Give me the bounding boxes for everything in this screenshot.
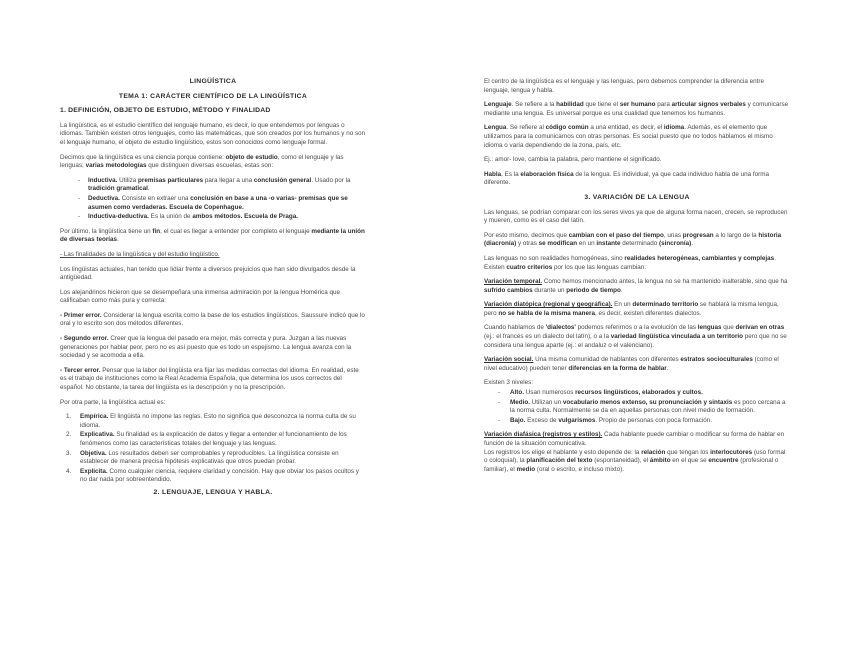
list-item: - Alto. Usan numerosos recursos lingüísticos, elaborados y cultos. (484, 389, 790, 398)
features-list (60, 413, 366, 485)
paragraph-habla: Habla. Es la elaboración física de la lengua. Es individual, ya que cada individuo habla de una forma diferente. (484, 170, 769, 187)
list-item: 1. Empírica. El lingüista no impone las reglas. Esto no significa que desconozca la norma culta de su idioma. (66, 413, 356, 429)
list-item: - Inductiva. Utiliza premisas particulares para llegar a una conclusión general. Usado por la tradición gramatical. (60, 177, 366, 194)
methods-list (60, 177, 366, 222)
list-item: - Medio. Utilizan un vocabulario menos extenso, su pronunciación y sintaxis es poco cercana a la norma culta. Normalmente se da en aquellas personas con nivel medio de formación. (484, 399, 790, 416)
niveles-list (484, 389, 790, 425)
topic-title: TEMA 1: CARÁCTER CIENTÍFICO DE LA LINGÜÍSTICA (118, 92, 308, 100)
niveles-intro: Existen 3 niveles: (484, 379, 534, 387)
paragraph-variacion-diafasica: Variación diafásica (registros y estilos). Cada hablante puede cambiar o modificar su forma de hablar en función de la situación comunicativa. (484, 431, 784, 447)
list-item: 4. Explícita. Como cualquier ciencia, requiere claridad y concisión. Hay que obviar los pasos ocultos y no dar nada por sobreentendido. (66, 467, 359, 484)
paragraph-cambian: Por esto mismo, decimos que cambian con el paso del tiempo, unas progresan a lo largo de la historia (diacronía) y otras se modifican en un instante determinado (sincronía). (484, 231, 782, 248)
paragraph-fin: Por último, la lingüística tiene un fin, el cual es llegar a entender por completo el lenguaje mediante la unión de diversas teorías. (60, 227, 365, 244)
paragraph-ejemplo: Ej.: amor- love, cambia la palabra, pero mantiene el significado. (484, 156, 662, 164)
paragraph-centro: El centro de la lingüística es el lenguaje y las lenguas, pero debemos comprender la diferencia entre lenguaje, lengua y habla. (484, 78, 765, 94)
paragraph-variacion-temporal: Variación temporal. Como hemos mencionado antes, la lengua no se ha mantenido inalterable, sino que ha sufrido cambios durante un periodo de tiempo. (484, 278, 788, 294)
paragraph-variacion-social: Variación social. Una misma comunidad de hablantes con diferentes estratos socioculturales (como el nivel educativo) pueden tener diferencias en la forma de hablar. (484, 356, 779, 372)
right-column (484, 78, 790, 480)
paragraph-actual: Por otra parte, la lingüística actual es: (60, 398, 166, 406)
document-title: LINGÜÍSTICA (189, 78, 237, 85)
list-item: 3. Objetiva. Los resultados deben ser comprobables y reproducibles. La lingüística consiste en establecer de manera precisa hipótesis explicativas que otros puedan probar. (66, 449, 339, 466)
list-item: - Deductiva. Consiste en extraer una conclusión en base a una -o varias- premisas que se asumen como verdaderas. Escuela de Copenhague. (60, 195, 366, 212)
paragraph-seres-vivos: Las lenguas, se podrían comparar con los seres vivos ya que de alguna forma nacen, crecen, se reproducen y mueren, como es el caso del latín. (484, 208, 788, 225)
left-column (60, 78, 366, 504)
list-item: 2. Explicativa. Su finalidad es la explicación de datos y llegar a entender el funcionamiento de los fenómenos como las características totales del lenguaje y las lenguas. (66, 431, 347, 447)
error-item: - Tercer error. Pensar que la labor del lingüista era fijar las medidas correctas del idioma. En realidad, este es el trabajo de instituciones como la Real Academia Española, que determina los usos correctos del español. No obstante, la tarea del lingüista es la descripción y no la prescripción. (60, 366, 359, 392)
section-heading-3: 3. VARIACIÓN DE LA LENGUA (584, 193, 690, 201)
paragraph-alejandrinos: Los alejandrinos hicieron que se desempeñara una inmensa admiración por la lengua Homérica que calificaban como más pura y correcta: (60, 288, 341, 305)
paragraph-heterogeneas: Las lenguas no son realidades homogéneas, sino realidades heterogéneas, cambiantes y complejas. Existen cuatro criterios por los que las lenguas cambian: (484, 254, 776, 271)
paragraph-lenguaje: Lenguaje. Se refiere a la habilidad que tiene el ser humano para articular signos verbales y comunicarse mediante una lengua. Es universal porque es una cualidad que tenemos los humanos. (484, 101, 789, 117)
paragraph-registros: Los registros los elige el hablante y esto depende de: la relación que tengan los interlocutores (uso formal o coloquial), la planificación del texto (espontaneidad), el ámbito en el que se encuentre (profesional o familiar), el medio (oral o escrito, e incluso mixto). (484, 448, 786, 473)
finalidades-link: - Las finalidades de la lingüística y del estudio lingüístico. (60, 250, 220, 258)
paragraph-dialectos: Cuando hablamos de 'dialectos' podemos referirnos o a la evolución de las lenguas que derivan en otras (ej.: el francés es un dialecto del latín), o a la variedad lingüística vinculada a un territorio pero que no se considera una lengua aparte (ej.: el andaluz o el valenciano). (484, 324, 787, 349)
paragraph-definition: La lingüística, es el estudio científico del lenguaje humano, es decir, lo que entendemos por lenguas o idiomas. También existen otros lenguajes, como las matemáticas, que son creados por los humanos y no son el lenguaje humano, el objeto de estudio lingüístico, estos son conocidos como lenguaje formal. (60, 121, 366, 146)
error-item: - Primer error. Considerar la lengua escrita como la base de los estudios lingüísticos. Saussure indicó que lo oral y lo escrito son dos métodos diferentes. (60, 311, 365, 328)
paragraph-lengua: Lengua. Se refiere al código común a una entidad, es decir, el idioma. Además, es el elemento que utilizamos para la comunicarnos con otras personas. Es social puesto que no todos hablamos el mismo idioma o varía dependiendo de la zona, país, etc. (484, 124, 773, 149)
paragraph-prejuicios: Los lingüistas actuales, han tenido que lidiar frente a diversos prejuicios que han sido divulgados desde la antigüedad. (60, 265, 356, 282)
paragraph-variacion-diatopica: Variación diatópica (regional y geográfica). En un determinado territorio se hablará la misma lengua, pero no se habla de la misma manera, es decir, existen diferentes dialectos. (484, 301, 779, 317)
list-item: - Bajo. Exceso de vulgarismos. Propio de personas con poca formación. (484, 417, 790, 426)
list-item: - Inductiva-deductiva. Es la unión de ambos métodos. Escuela de Praga. (60, 213, 366, 222)
paragraph-ciencia: Decimos que la lingüística es una ciencia porque contiene: objeto de estudio, como el lenguaje y las lenguas; varias metodologías que distinguen diversas escuelas, estas son: (60, 153, 344, 170)
section-heading-1: 1. DEFINICIÓN, OBJETO DE ESTUDIO, MÉTODO Y FINALIDAD (60, 107, 271, 115)
error-item: - Segundo error. Creer que la lengua del pasado era mejor, más correcta y pura. Juzgan a las nuevas generaciones por hablar peor, pero no es así puesto que es todo un espejismo. La lengua avanza con la sociedad y se acomoda a ella. (60, 335, 352, 360)
section-heading-2: 2. LENGUAJE, LENGUA Y HABLA. (153, 488, 273, 496)
